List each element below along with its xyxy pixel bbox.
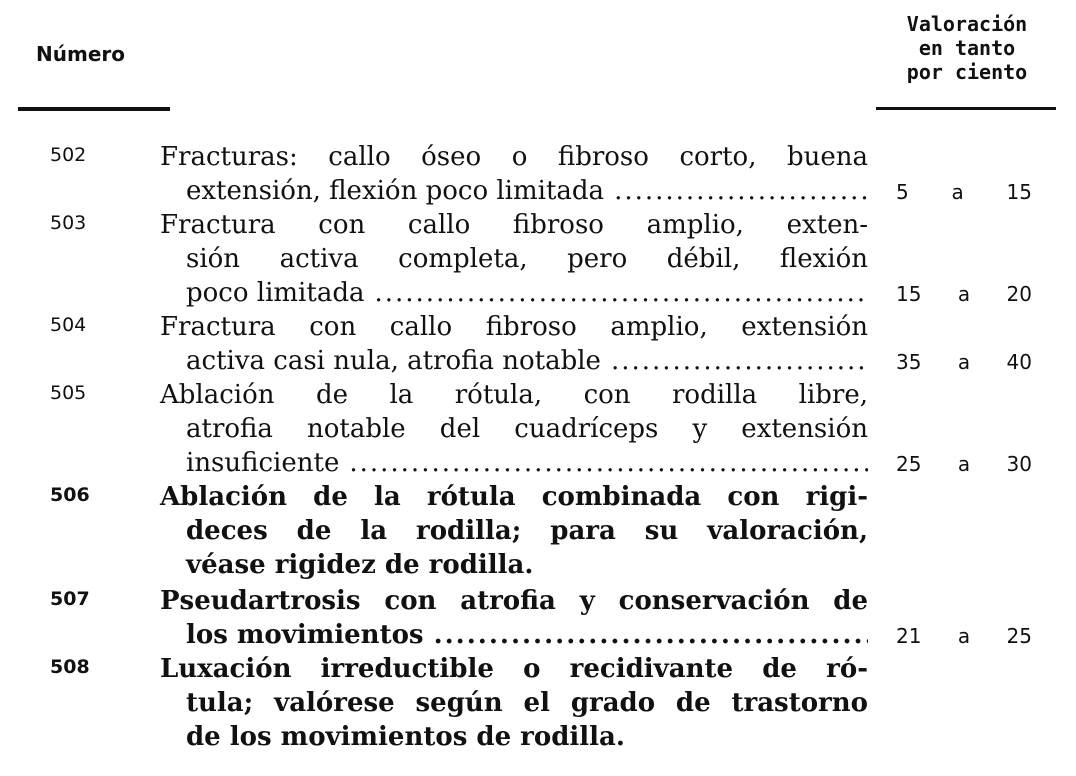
value-separator: a	[951, 180, 964, 204]
value-from: 35	[896, 350, 922, 374]
entry-line-with-leader	[160, 446, 868, 480]
value-from: 25	[896, 452, 922, 476]
valuation-header-line-2: en tanto	[918, 36, 1016, 60]
entry-line: activa casi nula, atrofia notable	[186, 346, 601, 376]
valuation-header-line-1: Valoración	[906, 12, 1028, 36]
value-to: 25	[1006, 624, 1032, 648]
entry-valuation	[896, 452, 1032, 476]
entry-description	[160, 480, 868, 582]
value-from: 15	[896, 282, 922, 306]
header-rule-left	[18, 107, 170, 111]
value-separator: a	[957, 282, 971, 306]
entry-valuation	[896, 180, 1032, 204]
value-to: 40	[1006, 350, 1032, 374]
dot-leader	[374, 276, 868, 310]
entry-line: poco limitada	[186, 278, 365, 308]
entry-line: Ablación de la rótula, con rodilla libre,	[160, 380, 868, 410]
entry-valuation	[896, 350, 1032, 374]
entry-line-with-leader	[160, 344, 868, 378]
valuation-header-line-3: por ciento	[906, 60, 1028, 84]
entry-line: los movimientos	[186, 620, 424, 650]
entry-line: Fractura con callo fibroso amplio, extensión	[160, 312, 868, 342]
entry-number: 502	[50, 144, 87, 166]
entry-line: Luxación irreductible o recidivante de ró-	[160, 654, 868, 684]
dot-leader	[614, 174, 868, 208]
value-separator: a	[957, 452, 971, 476]
entry-line: véase rigidez de rodilla.	[186, 550, 534, 580]
value-to: 15	[1006, 180, 1032, 204]
entry-number: 503	[50, 212, 87, 234]
value-separator: a	[957, 624, 971, 648]
dot-leader	[434, 618, 868, 652]
entry-line: Pseudartrosis con atrofia y conservación de	[160, 586, 868, 616]
entry-description	[160, 584, 868, 652]
entry-line: insuficiente	[186, 448, 340, 478]
entry-description	[160, 378, 868, 480]
column-header-valuation	[884, 12, 1050, 84]
entry-number: 507	[50, 588, 90, 610]
entry-number: 506	[50, 484, 90, 506]
entry-description	[160, 652, 868, 754]
column-header-number: Número	[36, 42, 125, 66]
value-to: 30	[1006, 452, 1032, 476]
entry-line: de los movimientos de rodilla.	[186, 722, 625, 752]
entry-number: 508	[50, 656, 90, 678]
entry-line: sión activa completa, pero débil, flexión	[186, 244, 868, 274]
entry-line: tula; valórese según el grado de trastorno	[186, 688, 868, 718]
entry-number: 505	[50, 382, 87, 404]
entry-line: atrofia notable del cuadríceps y extensión	[186, 414, 868, 444]
entry-line-with-leader	[160, 276, 868, 310]
value-separator: a	[957, 350, 971, 374]
dot-leader	[349, 446, 868, 480]
entry-number: 504	[50, 314, 87, 336]
entry-description	[160, 140, 868, 208]
entry-line: extensión, flexión poco limitada	[186, 176, 605, 206]
entry-description	[160, 208, 868, 310]
entry-valuation	[896, 282, 1032, 306]
entry-line-with-leader	[160, 174, 868, 208]
entry-valuation	[896, 624, 1032, 648]
header-rule-right	[876, 107, 1056, 110]
entry-line: Fractura con callo fibroso amplio, exten-	[160, 210, 868, 240]
entry-line: Ablación de la rótula combinada con rigi-	[160, 482, 868, 512]
dot-leader	[611, 344, 868, 378]
entry-line: deces de la rodilla; para su valoración,	[186, 516, 868, 546]
entry-line-with-leader	[160, 618, 868, 652]
entry-description	[160, 310, 868, 378]
entry-line: Fracturas: callo óseo o fibroso corto, buena	[160, 142, 868, 172]
value-to: 20	[1006, 282, 1032, 306]
value-from: 21	[896, 624, 922, 648]
value-from: 5	[896, 180, 909, 204]
